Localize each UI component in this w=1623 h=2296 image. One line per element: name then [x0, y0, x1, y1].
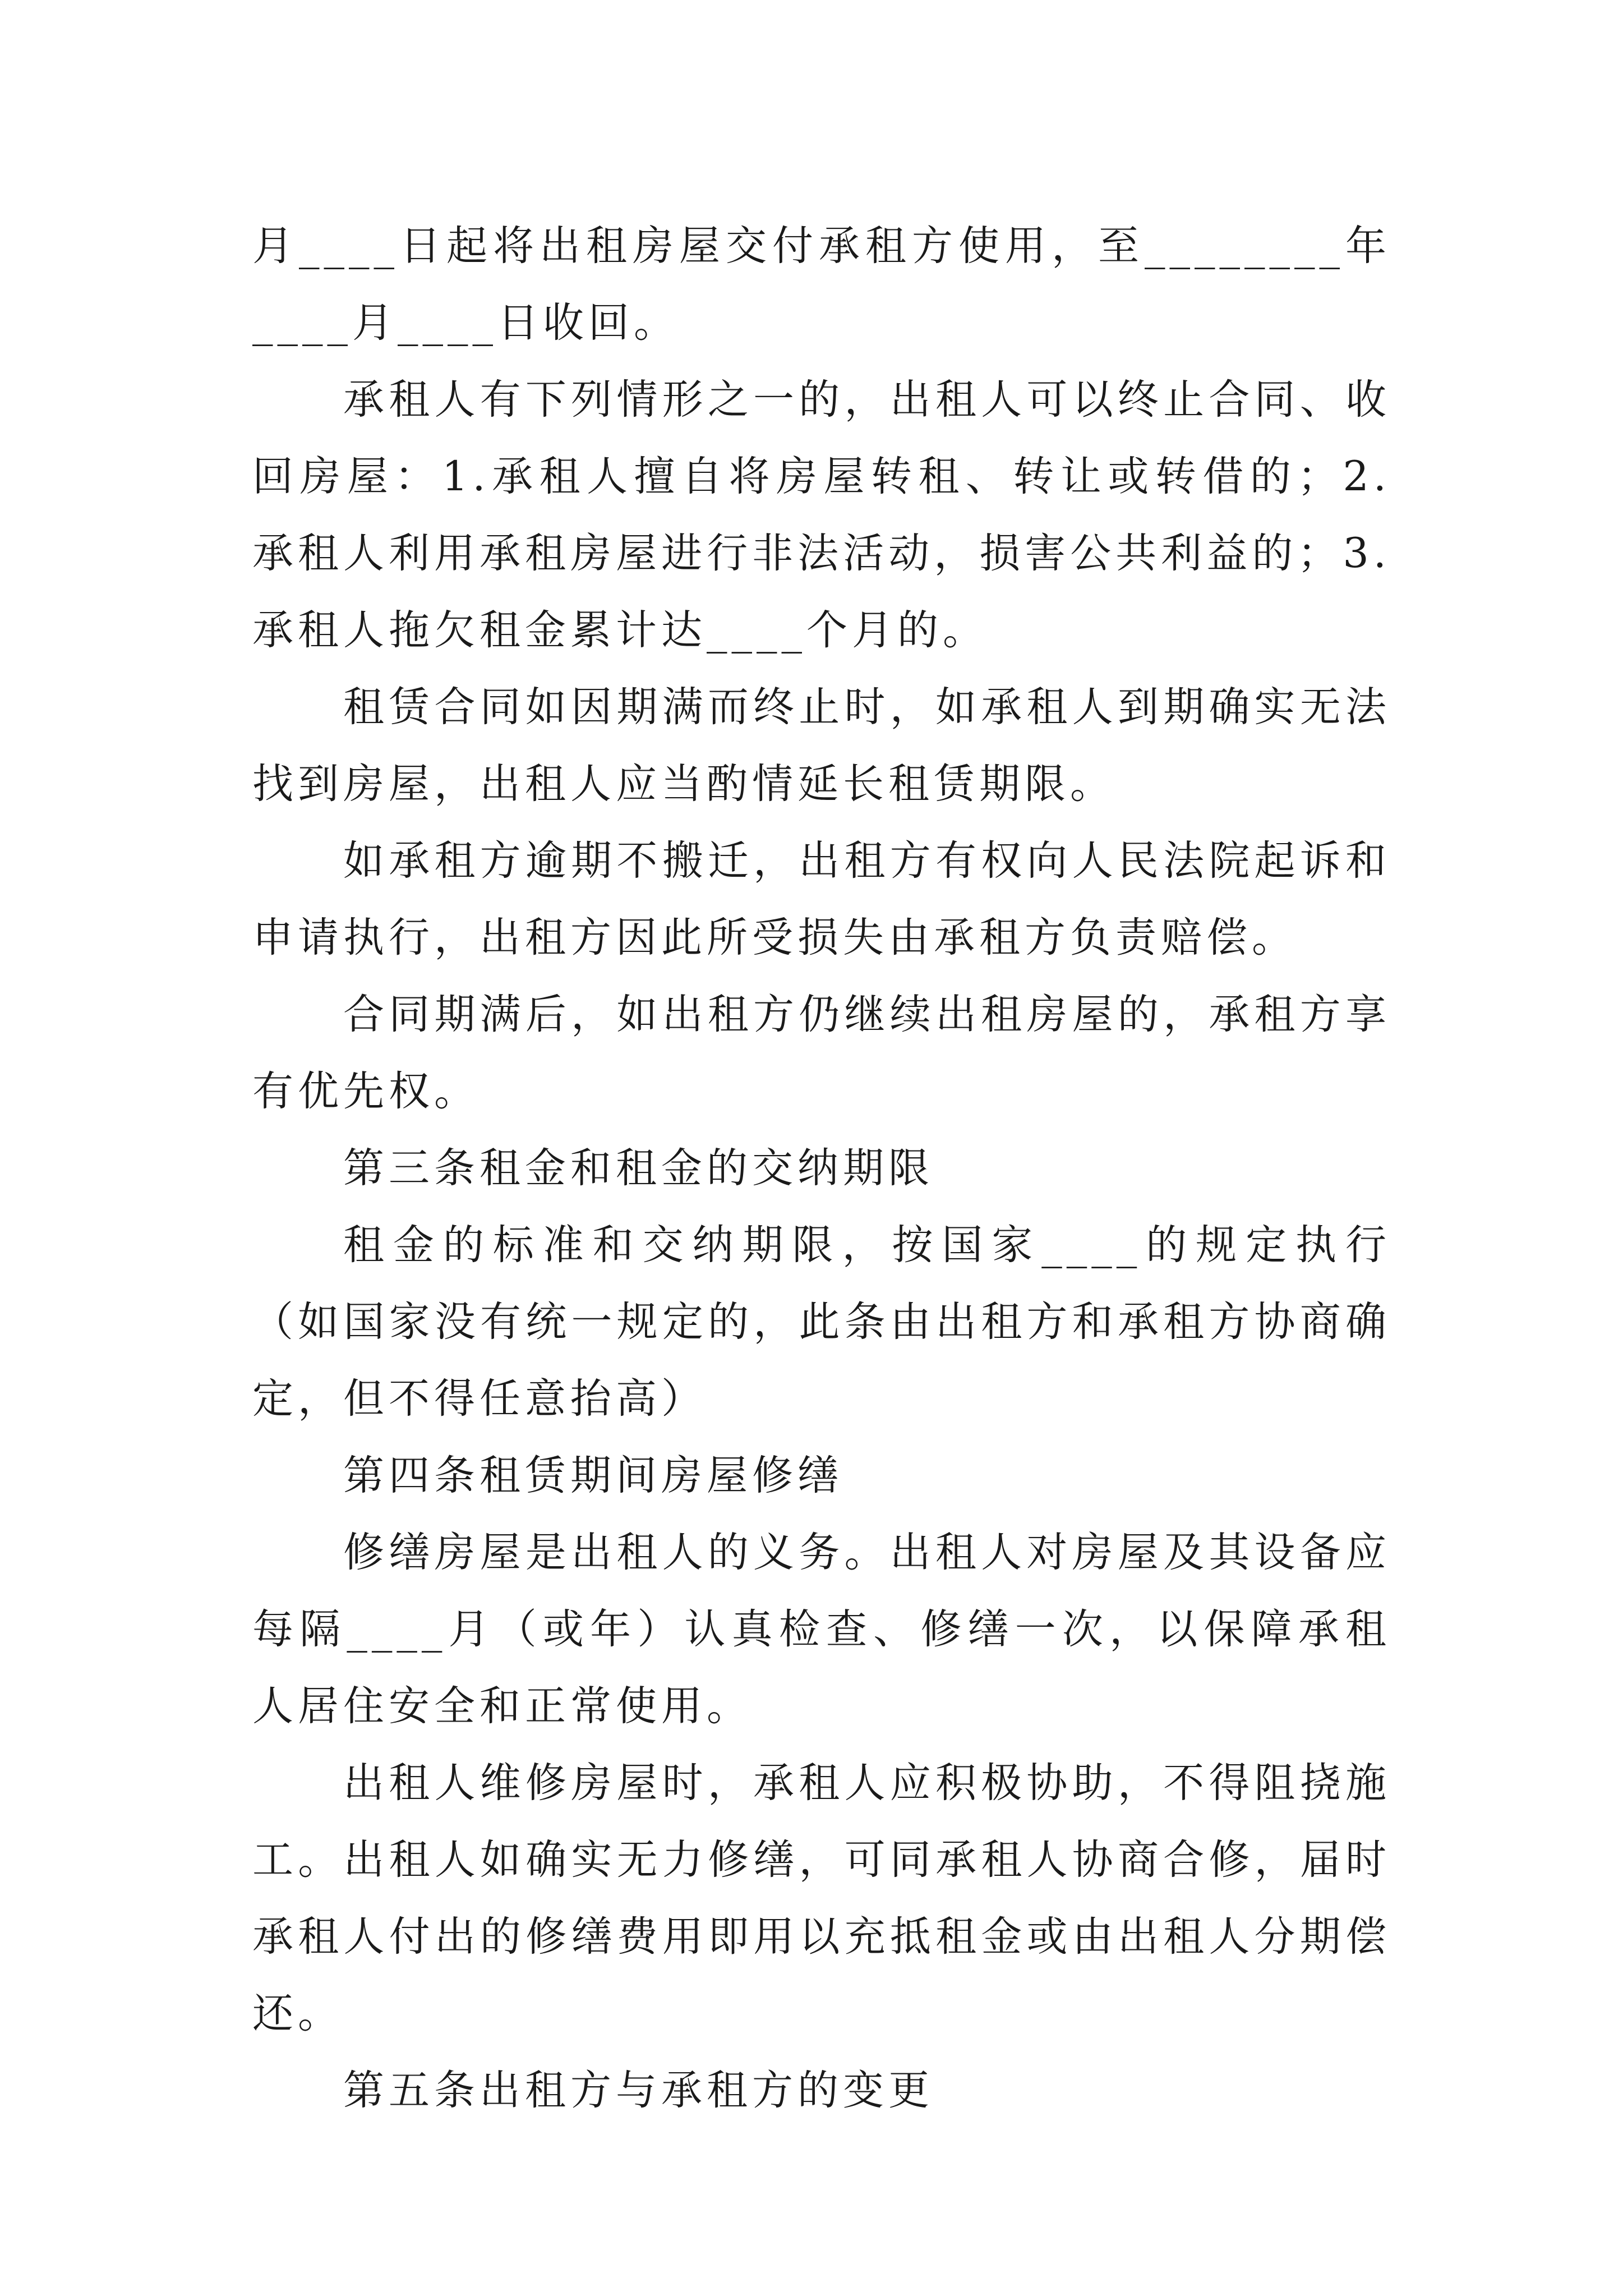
document-body: [252, 208, 1391, 2129]
heading-article-four: 第四条租赁期间房屋修缮: [343, 1452, 843, 1499]
paragraph-lease-period-end: 月____日起将出租房屋交付承租方使用，至________年____月____日收回。: [252, 222, 1391, 347]
paragraph-overdue-eviction: 如承租方逾期不搬迁，出租方有权向人民法院起诉和申请执行，出租方因此所受损失由承租方负责赔偿。: [252, 837, 1391, 961]
paragraph-priority-right: 合同期满后，如出租方仍继续出租房屋的，承租方享有优先权。: [252, 991, 1391, 1115]
paragraph-lease-extension: 租赁合同如因期满而终止时，如承租人到期确实无法找到房屋，出租人应当酌情延长租赁期限。: [252, 683, 1391, 808]
paragraph-repair-cooperation: 出租人维修房屋时，承租人应积极协助，不得阻挠施工。出租人如确实无力修缮，可同承租人协商合修，届时承租人付出的修缮费用即用以充抵租金或由出租人分期偿还。: [252, 1759, 1391, 2037]
paragraph-rent-standard: 租金的标准和交纳期限，按国家____的规定执行（如国家没有统一规定的，此条由出租方和承租方协商确定，但不得任意抬高）: [252, 1221, 1391, 1423]
paragraph-repair-obligation: 修缮房屋是出租人的义务。出租人对房屋及其设备应每隔____月（或年）认真检查、修缮一次，以保障承租人居住安全和正常使用。: [252, 1529, 1391, 1730]
heading-article-five: 第五条出租方与承租方的变更: [343, 2067, 934, 2114]
paragraph-termination-conditions: 承租人有下列情形之一的，出租人可以终止合同、收回房屋：1.承租人擅自将房屋转租、转让或转借的；2.承租人利用承租房屋进行非法活动，损害公共利益的；3.承租人拖欠租金累计达____个月的。: [252, 376, 1391, 654]
heading-article-three: 第三条租金和租金的交纳期限: [343, 1144, 934, 1192]
